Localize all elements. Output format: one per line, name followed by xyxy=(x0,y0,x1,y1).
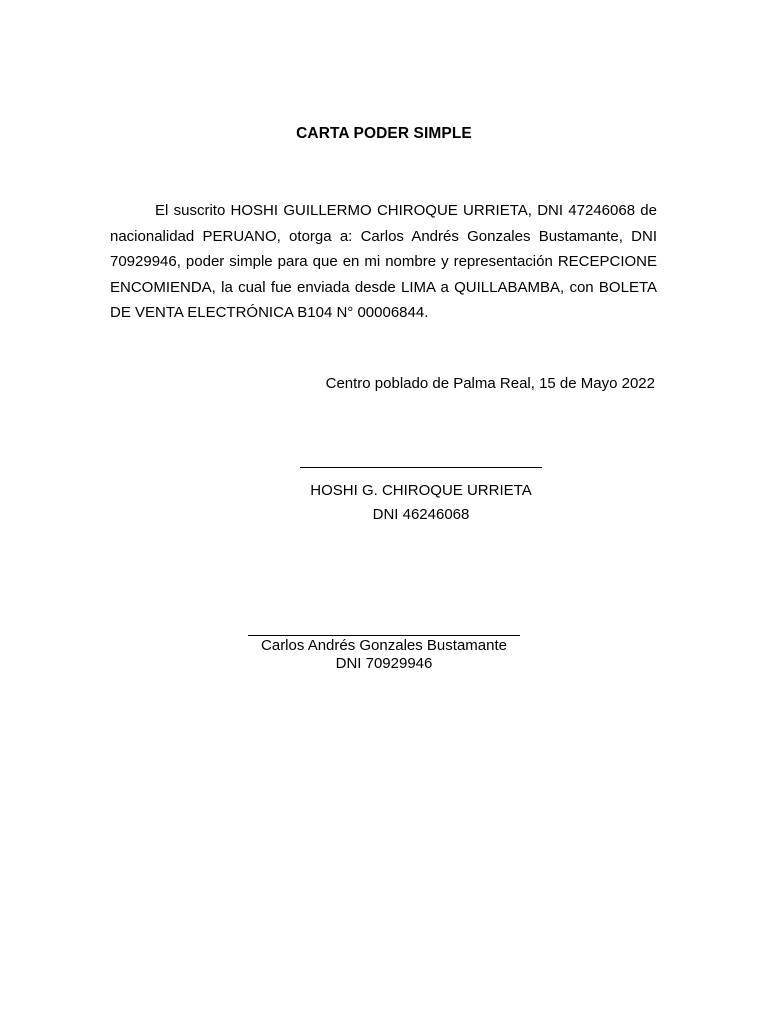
signature-line xyxy=(300,452,542,468)
signature-name: Carlos Andrés Gonzales Bustamante xyxy=(261,637,507,654)
signature-block-grantee xyxy=(245,618,523,672)
document-body-paragraph: El suscrito HOSHI GUILLERMO CHIROQUE URRIETA, DNI 47246068 de nacionalidad PERUANO, otorga a: Carlos Andrés Gonzales Bustamante, DNI 70929946, poder simple para que en mi nombre y representación RECEPCIONE ENCOMIENDA, la cual fue enviada desde LIMA a QUILLABAMBA, con BOLETA DE VENTA ELECTRÓNICA B104 N° 00006844. xyxy=(110,202,657,321)
signature-name: HOSHI G. CHIROQUE URRIETA xyxy=(310,482,532,499)
signature-block-grantor xyxy=(291,452,551,527)
signature-line xyxy=(248,618,520,636)
signature-dni: DNI 46246068 xyxy=(372,506,470,523)
signature-dni: DNI 70929946 xyxy=(335,655,433,672)
place-and-date: Centro poblado de Palma Real, 15 de Mayo 2022 xyxy=(325,375,655,392)
document-title: CARTA PODER SIMPLE xyxy=(296,125,472,142)
